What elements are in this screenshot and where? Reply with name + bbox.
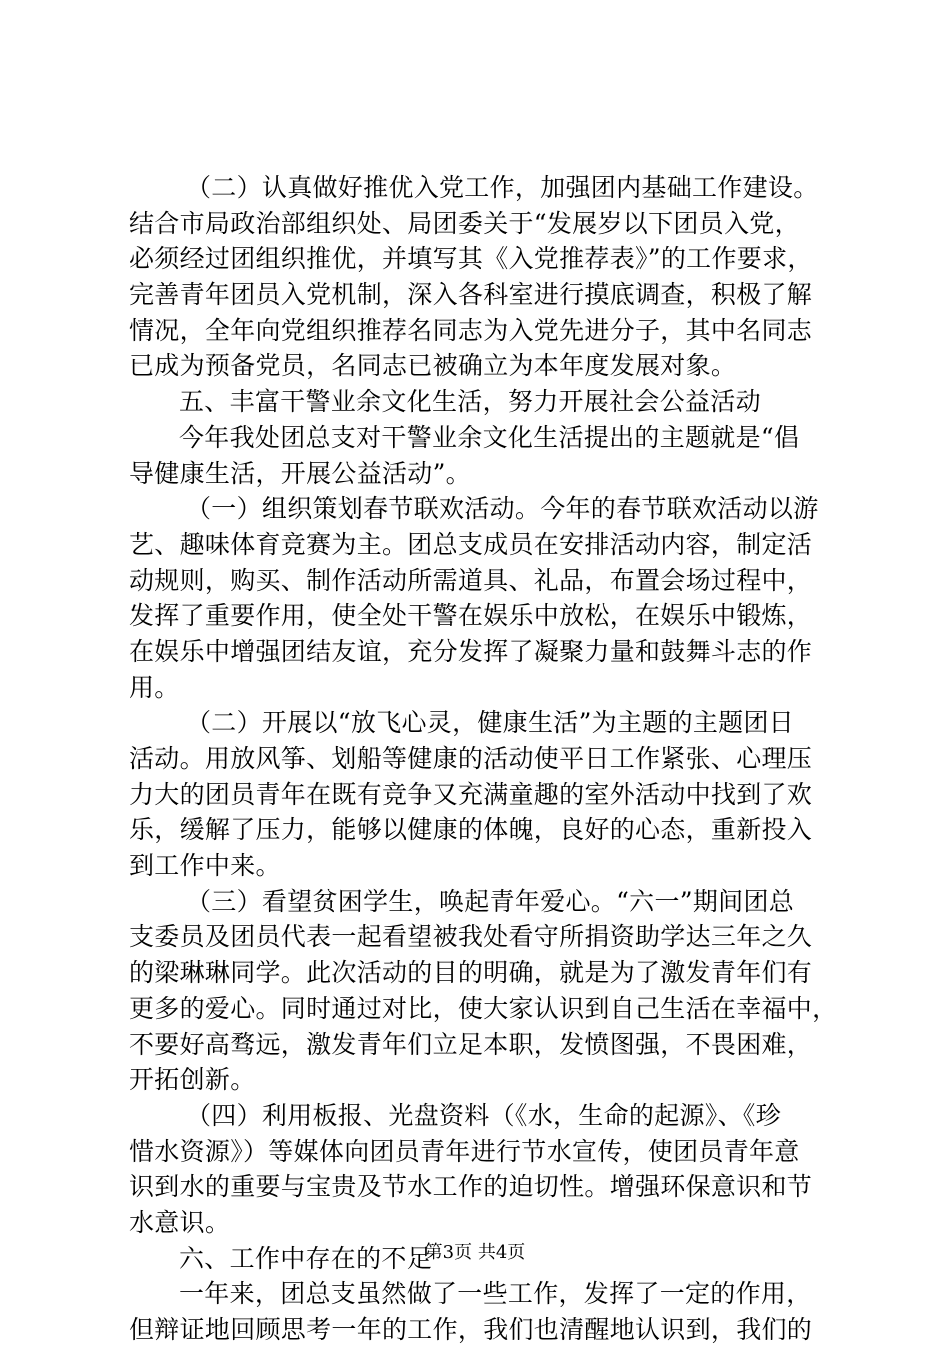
- paragraph-heading-line: （二）开展以“放飞心灵，健康生活”为主题的主题团日: [186, 708, 795, 738]
- text-line: 已成为预备党员，名同志已被确立为本年度发展对象。: [129, 351, 737, 381]
- text-line: 乐，缓解了压力，能够以健康的体魄，良好的心态，重新投入: [129, 815, 813, 845]
- paragraph-heading-line: （四）利用板报、光盘资料（《水，生命的起源》、《珍: [186, 1100, 782, 1130]
- text-line: 发挥了重要作用，使全处干警在娱乐中放松，在娱乐中锻炼，: [129, 601, 813, 631]
- body-text: [129, 170, 838, 1348]
- text-line: 识到水的重要与宝贵及节水工作的迫切性。增强环保意识和节: [129, 1172, 813, 1202]
- text-line: 完善青年团员入党机制，深入各科室进行摸底调查，积极了解: [129, 280, 813, 310]
- section-heading-5: 五、丰富干警业余文化生活，努力开展社会公益活动: [179, 387, 761, 417]
- text-line: 一年来，团总支虽然做了一些工作，发挥了一定的作用，: [179, 1279, 812, 1309]
- text-line: 情况，全年向党组织推荐名同志为入党先进分子，其中名同志: [129, 315, 813, 345]
- page-footer: 第3页 共4页: [424, 1242, 526, 1263]
- text-line: 支委员及团员代表一起看望被我处看守所捐资助学达三年之久: [129, 922, 813, 952]
- text-line: 但辩证地回顾思考一年的工作，我们也清醒地认识到，我们的: [129, 1315, 813, 1344]
- section-heading-6: 六、工作中存在的不足: [179, 1243, 433, 1273]
- text-line: 结合市局政治部组织处、局团委关于“发展岁以下团员入党，: [129, 208, 800, 238]
- text-line: 艺、趣味体育竞赛为主。团总支成员在安排活动内容，制定活: [129, 529, 813, 559]
- text-line: 动规则，购买、制作活动所需道具、礼品，布置会场过程中，: [129, 565, 813, 595]
- text-line: 到工作中来。: [129, 851, 281, 881]
- text-line: 水意识。: [129, 1207, 231, 1237]
- text-line: 必须经过团组织推优，并填写其《入党推荐表》”的工作要求，: [129, 244, 813, 274]
- text-line: 活动。用放风筝、划船等健康的活动使平日工作紧张、心理压: [129, 744, 813, 773]
- text-line: 不要好高骛远，激发青年们立足本职，发愤图强，不畏困难，: [129, 1029, 813, 1059]
- text-line: 用。: [129, 672, 180, 702]
- text-line: 在娱乐中增强团结友谊，充分发挥了凝聚力量和鼓舞斗志的作: [129, 636, 813, 666]
- text-line: 力大的团员青年在既有竞争又充满童趣的室外活动中找到了欢: [129, 779, 813, 809]
- text-line: 导健康生活，开展公益活动”。: [129, 458, 471, 488]
- paragraph-heading-line: （一）组织策划春节联欢活动。今年的春节联欢活动以游: [186, 494, 819, 524]
- paragraph-heading-line: （二）认真做好推优入党工作，加强团内基础工作建设。: [186, 173, 819, 202]
- paragraph-heading-line: （三）看望贫困学生，唤起青年爱心。“六一”期间团总: [186, 886, 795, 916]
- text-line: 的梁琳琳同学。此次活动的目的明确，就是为了激发青年们有: [129, 958, 813, 988]
- text-line: 更多的爱心。同时通过对比，使大家认识到自己生活在幸福中，: [129, 993, 838, 1023]
- text-line: 惜水资源》）等媒体向团员青年进行节水宣传，使团员青年意: [129, 1136, 800, 1166]
- text-line: 今年我处团总支对干警业余文化生活提出的主题就是“倡: [179, 422, 800, 452]
- text-line: 开拓创新。: [129, 1065, 256, 1095]
